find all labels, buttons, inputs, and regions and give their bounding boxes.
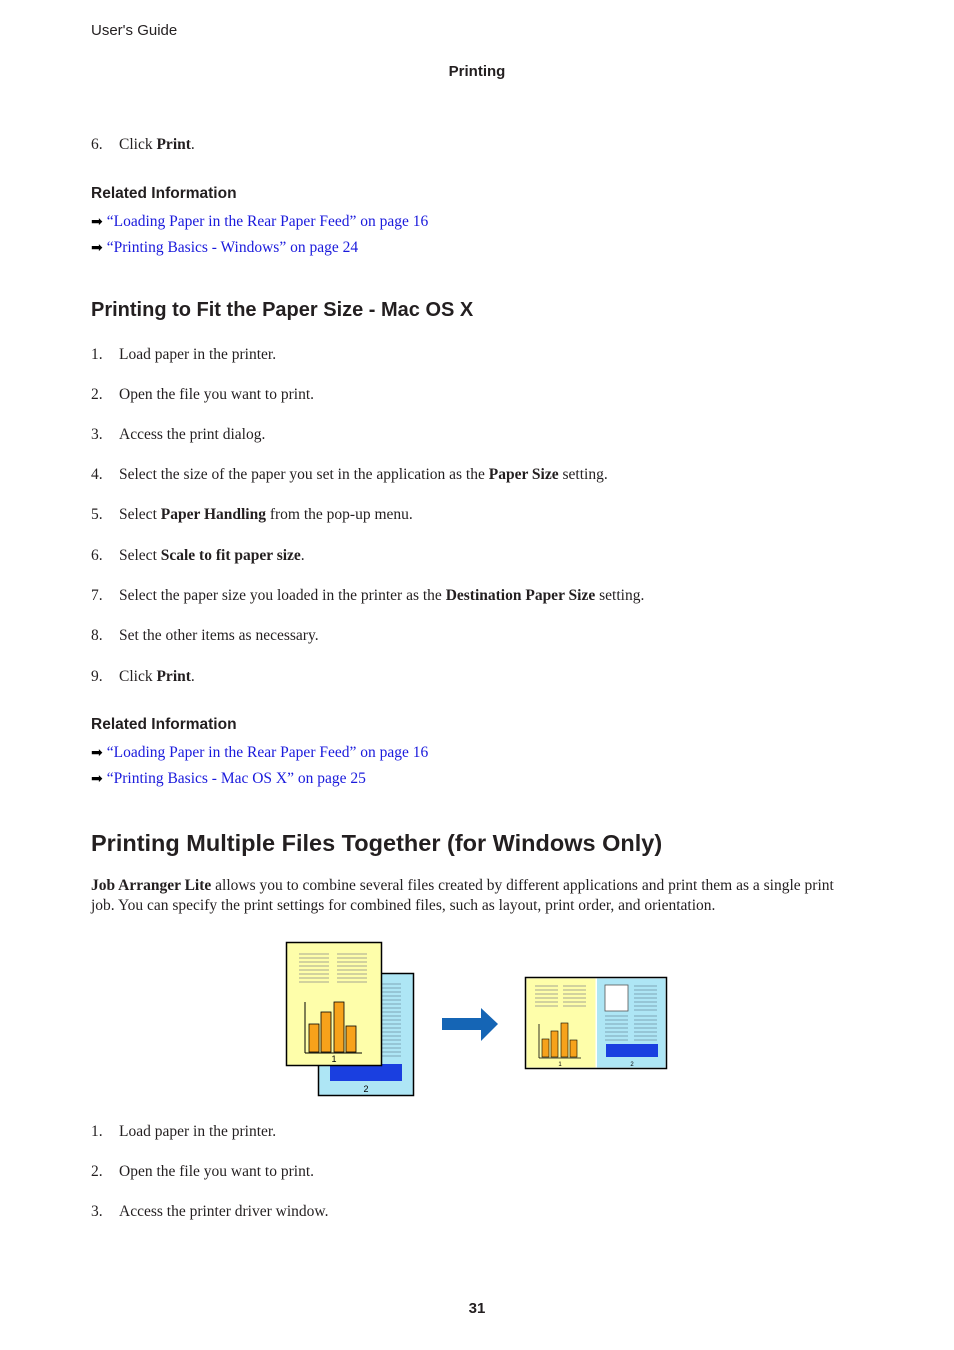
step-text-after: setting. [558, 466, 608, 483]
related-link[interactable]: “Printing Basics - Mac OS X” on page 25 [106, 770, 366, 787]
step-bold: Paper Handling [160, 506, 266, 523]
related-information-title: Related Information [91, 185, 237, 202]
step-number: 5. [91, 506, 103, 523]
paragraph-text: allows you to combine several files created by different applications and print them as a single print job. You can specify the print settings for combined files, such as layout, print order, and orientation. [91, 877, 834, 914]
job-arranger-illustration [285, 940, 675, 1100]
page-label: 2 [363, 1084, 369, 1094]
step-item [91, 466, 608, 484]
intro-paragraph [91, 876, 861, 916]
step-bold: Scale to fit paper size [160, 547, 301, 564]
step-number: 2. [91, 1163, 103, 1180]
step-text: Select [119, 506, 161, 523]
step-number: 2. [91, 386, 103, 403]
step-text: Load paper in the printer. [119, 346, 277, 363]
section-heading: Printing Multiple Files Together (for Windows Only) [91, 830, 663, 856]
step-text: Select the size of the paper you set in the application as the [119, 466, 489, 483]
step-text-after: from the pop-up menu. [265, 506, 413, 523]
step-number: 7. [91, 587, 103, 604]
step-item [91, 587, 644, 605]
step-bold: Destination Paper Size [445, 587, 596, 604]
related-link-row [91, 744, 428, 762]
step-text: Access the print dialog. [119, 426, 266, 443]
step-text-after: . [190, 136, 195, 153]
step-text: Open the file you want to print. [119, 386, 314, 403]
step-text: Select [119, 547, 161, 564]
step-item [91, 506, 413, 524]
page-number: 31 [468, 1300, 486, 1317]
related-link[interactable]: “Loading Paper in the Rear Paper Feed” on page 16 [106, 213, 429, 230]
step-item [91, 668, 195, 686]
step-number: 6. [91, 136, 103, 153]
step-number: 8. [91, 627, 103, 644]
page-label: 1 [331, 1054, 337, 1064]
running-header-title: User's Guide [91, 22, 178, 39]
step-bold: Paper Size [488, 466, 559, 483]
product-name: Job Arranger Lite [91, 877, 212, 894]
related-information-title: Related Information [91, 716, 237, 733]
step-bold: Print [156, 136, 191, 153]
step-item [91, 1123, 276, 1141]
step-item [91, 386, 314, 404]
arrow-right-icon: ➡ [91, 772, 103, 787]
arrow-right-icon [442, 1008, 498, 1041]
step-item [91, 1203, 328, 1221]
source-page-1 [287, 943, 382, 1066]
step-number: 3. [91, 426, 103, 443]
related-link-row [91, 213, 428, 231]
section-heading: Printing to Fit the Paper Size - Mac OS X [91, 299, 474, 321]
step-text: Open the file you want to print. [119, 1163, 314, 1180]
related-link[interactable]: “Printing Basics - Windows” on page 24 [106, 239, 359, 256]
step-text-after: . [190, 668, 195, 685]
step-bold: Print [156, 668, 191, 685]
step-text: Click [119, 668, 157, 685]
chapter-header: Printing [448, 63, 506, 80]
step-item [91, 136, 195, 154]
related-link[interactable]: “Loading Paper in the Rear Paper Feed” on page 16 [106, 744, 429, 761]
page-label: 1 [558, 1062, 562, 1068]
step-text: Set the other items as necessary. [119, 627, 319, 644]
arrow-right-icon: ➡ [91, 746, 103, 761]
page-label: 2 [630, 1062, 634, 1068]
step-text-after: . [300, 547, 305, 564]
step-text: Select the paper size you loaded in the printer as the [119, 587, 446, 604]
related-link-row [91, 770, 366, 788]
arrow-right-icon: ➡ [91, 215, 103, 230]
step-number: 1. [91, 1123, 103, 1140]
step-item [91, 1163, 314, 1181]
step-number: 9. [91, 668, 103, 685]
step-text: Access the printer driver window. [119, 1203, 329, 1220]
step-item [91, 426, 265, 444]
step-number: 6. [91, 547, 103, 564]
step-number: 1. [91, 346, 103, 363]
step-number: 3. [91, 1203, 103, 1220]
related-link-row [91, 239, 358, 257]
arrow-right-icon: ➡ [91, 241, 103, 256]
step-text: Click [119, 136, 157, 153]
step-item [91, 346, 276, 364]
step-text: Load paper in the printer. [119, 1123, 277, 1140]
step-text-after: setting. [595, 587, 645, 604]
step-item [91, 627, 319, 645]
step-item [91, 547, 305, 565]
combined-output-page [526, 978, 667, 1069]
step-number: 4. [91, 466, 103, 483]
